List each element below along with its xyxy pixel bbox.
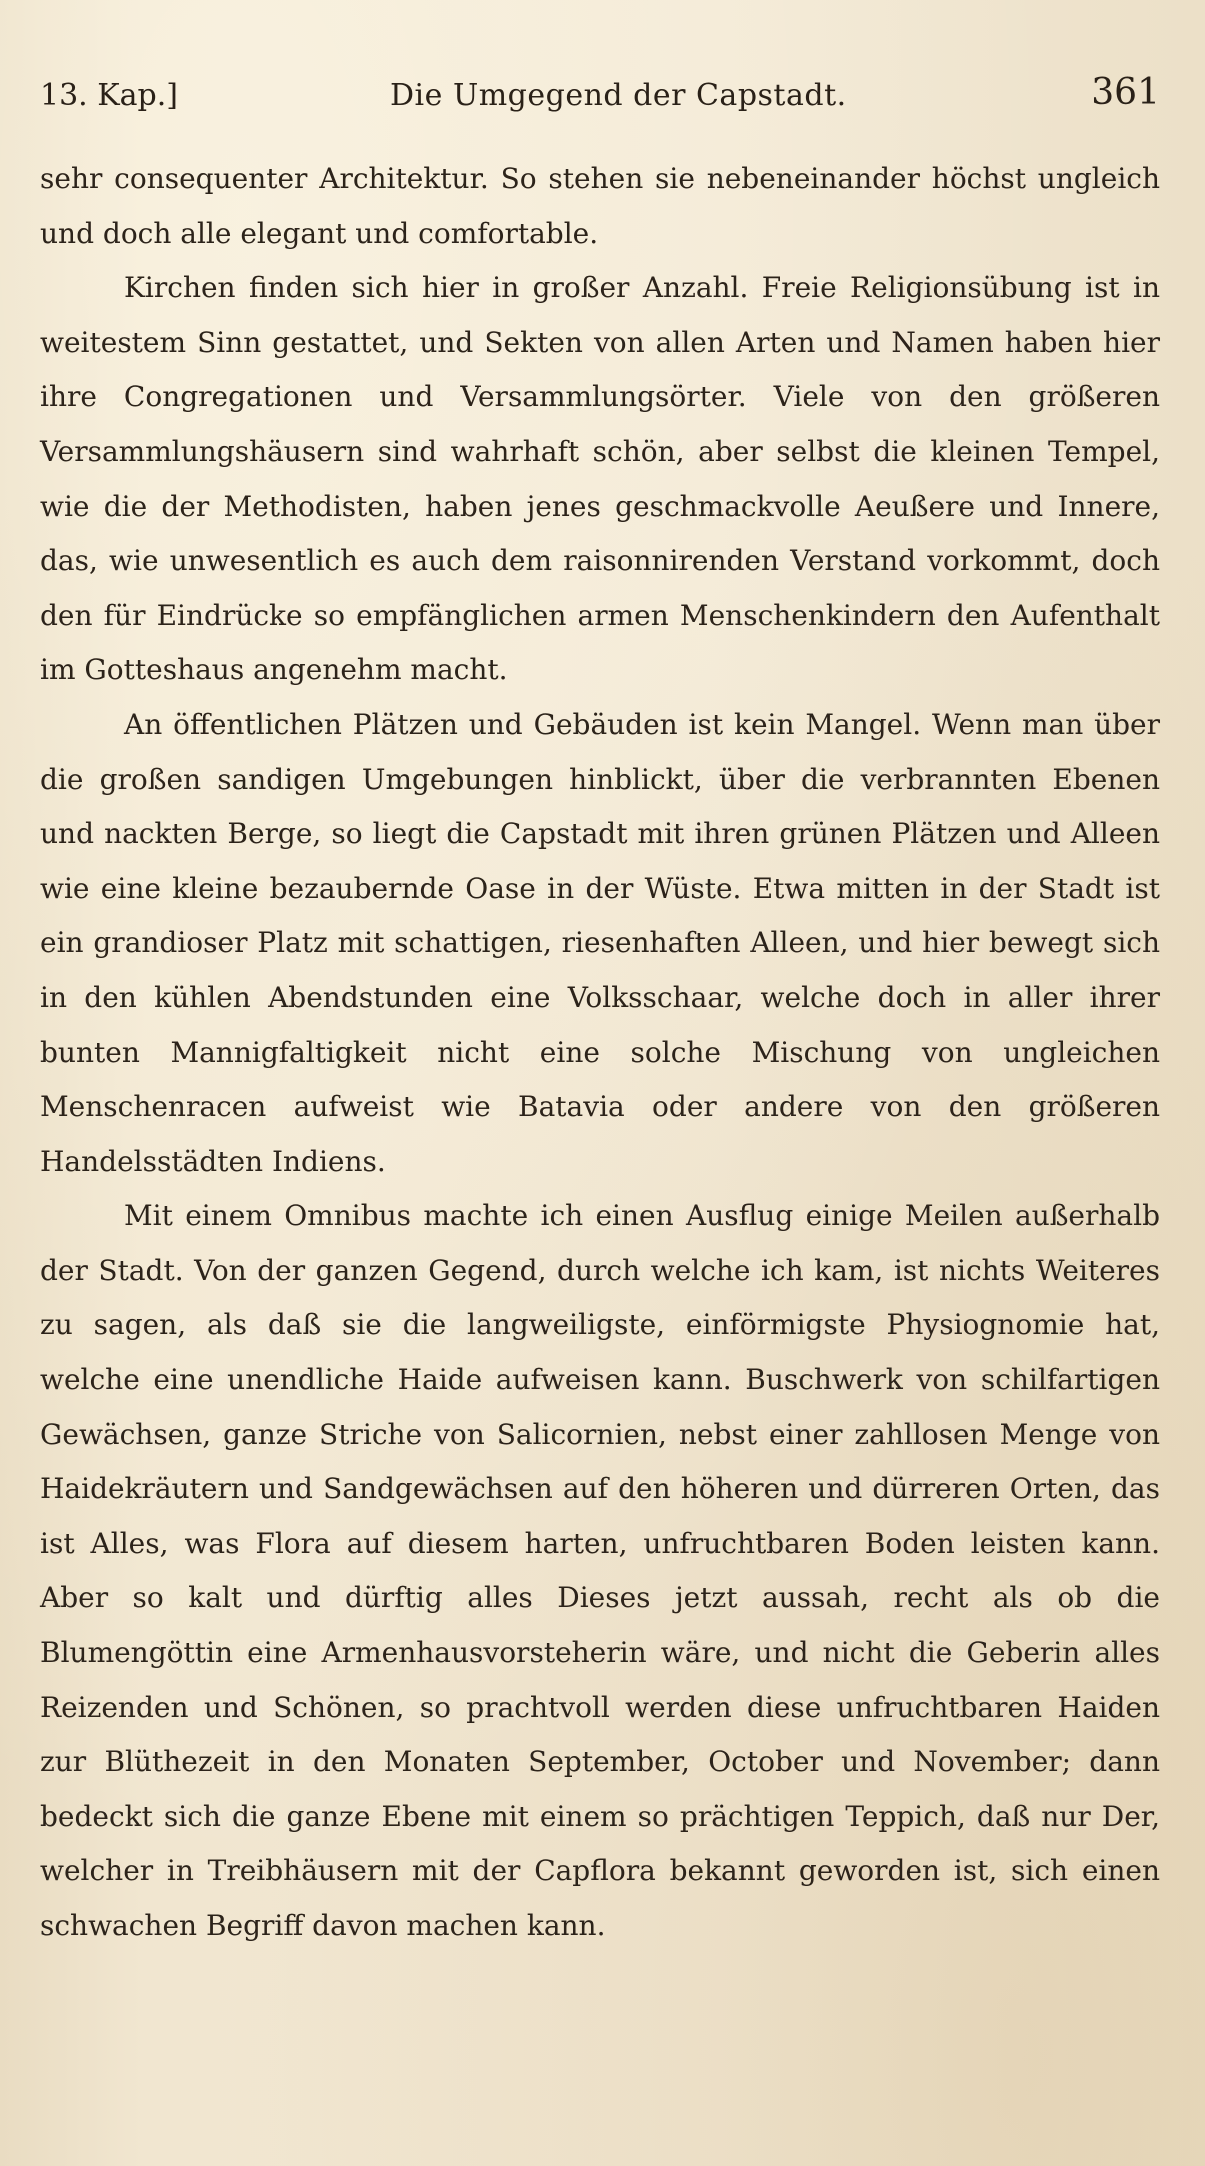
- running-header: [40, 72, 1160, 132]
- paragraph-excursion: Mit einem Omnibus machte ich einen Ausflug einige Meilen außerhalb der Stadt. Von der ganzen Gegend, durch welche ich kam, ist nichts Weiteres zu sagen, als daß sie die langweiligste, einförmigste Physiognomie hat, welche eine unendliche Haide aufweisen kann. Buschwerk von schilfartigen Gewächsen, ganze Striche von Salicornien, nebst einer zahllosen Menge von Haidekräutern und Sandgewächsen auf den höheren und dürreren Orten, das ist Alles, was Flora auf diesem harten, unfruchtbaren Boden leisten kann. Aber so kalt und dürftig alles Dieses jetzt aussah, recht als ob die Blumengöttin eine Armenhausvorsteherin wäre, und nicht die Geberin alles Reizenden und Schönen, so prachtvoll werden diese unfruchtbaren Haiden zur Blüthezeit in den Monaten September, October und November; dann bedeckt sich die ganze Ebene mit einem so prächtigen Teppich, daß nur Der, welcher in Treibhäusern mit der Capflora bekannt geworden ist, sich einen schwachen Begriff davon machen kann.: [40, 1199, 1160, 1942]
- running-title: Die Umgegend der Capstadt.: [390, 78, 847, 113]
- paragraph-public-places: An öffentlichen Plätzen und Gebäuden ist kein Mangel. Wenn man über die großen sandigen Umgebungen hinblickt, über die verbrannten Ebenen und nackten Berge, so liegt die Capstadt mit ihren grünen Plätzen und Alleen wie eine kleine bezaubernde Oase in der Wüste. Etwa mitten in der Stadt ist ein grandioser Platz mit schattigen, riesenhaften Alleen, und hier bewegt sich in den kühlen Abendstunden eine Volksschaar, welche doch in aller ihrer bunten Mannigfaltigkeit nicht eine solche Mischung von ungleichen Menschenracen aufweist wie Batavia oder andere von den größeren Handelsstädten Indiens.: [40, 707, 1160, 1178]
- chapter-label: 13. Kap.]: [40, 78, 178, 113]
- body-text: [40, 152, 1160, 1954]
- paragraph-continuation: sehr consequenter Architektur. So stehen sie nebeneinander höchst ungleich und doch alle elegant und comfortable.: [40, 162, 1160, 250]
- paragraph-churches: Kirchen finden sich hier in großer Anzahl. Freie Religionsübung ist in weitestem Sinn gestattet, und Sekten von allen Arten und Namen haben hier ihre Congregationen und Versammlungsörter. Viele von den größeren Versammlungshäusern sind wahrhaft schön, aber selbst die kleinen Tempel, wie die der Methodisten, haben jenes geschmackvolle Aeußere und Innere, das, wie unwesentlich es auch dem raisonnirenden Verstand vorkommt, doch den für Eindrücke so empfänglichen armen Menschenkindern den Aufenthalt im Gotteshaus angenehm macht.: [40, 271, 1160, 687]
- page-number: 361: [1091, 72, 1160, 113]
